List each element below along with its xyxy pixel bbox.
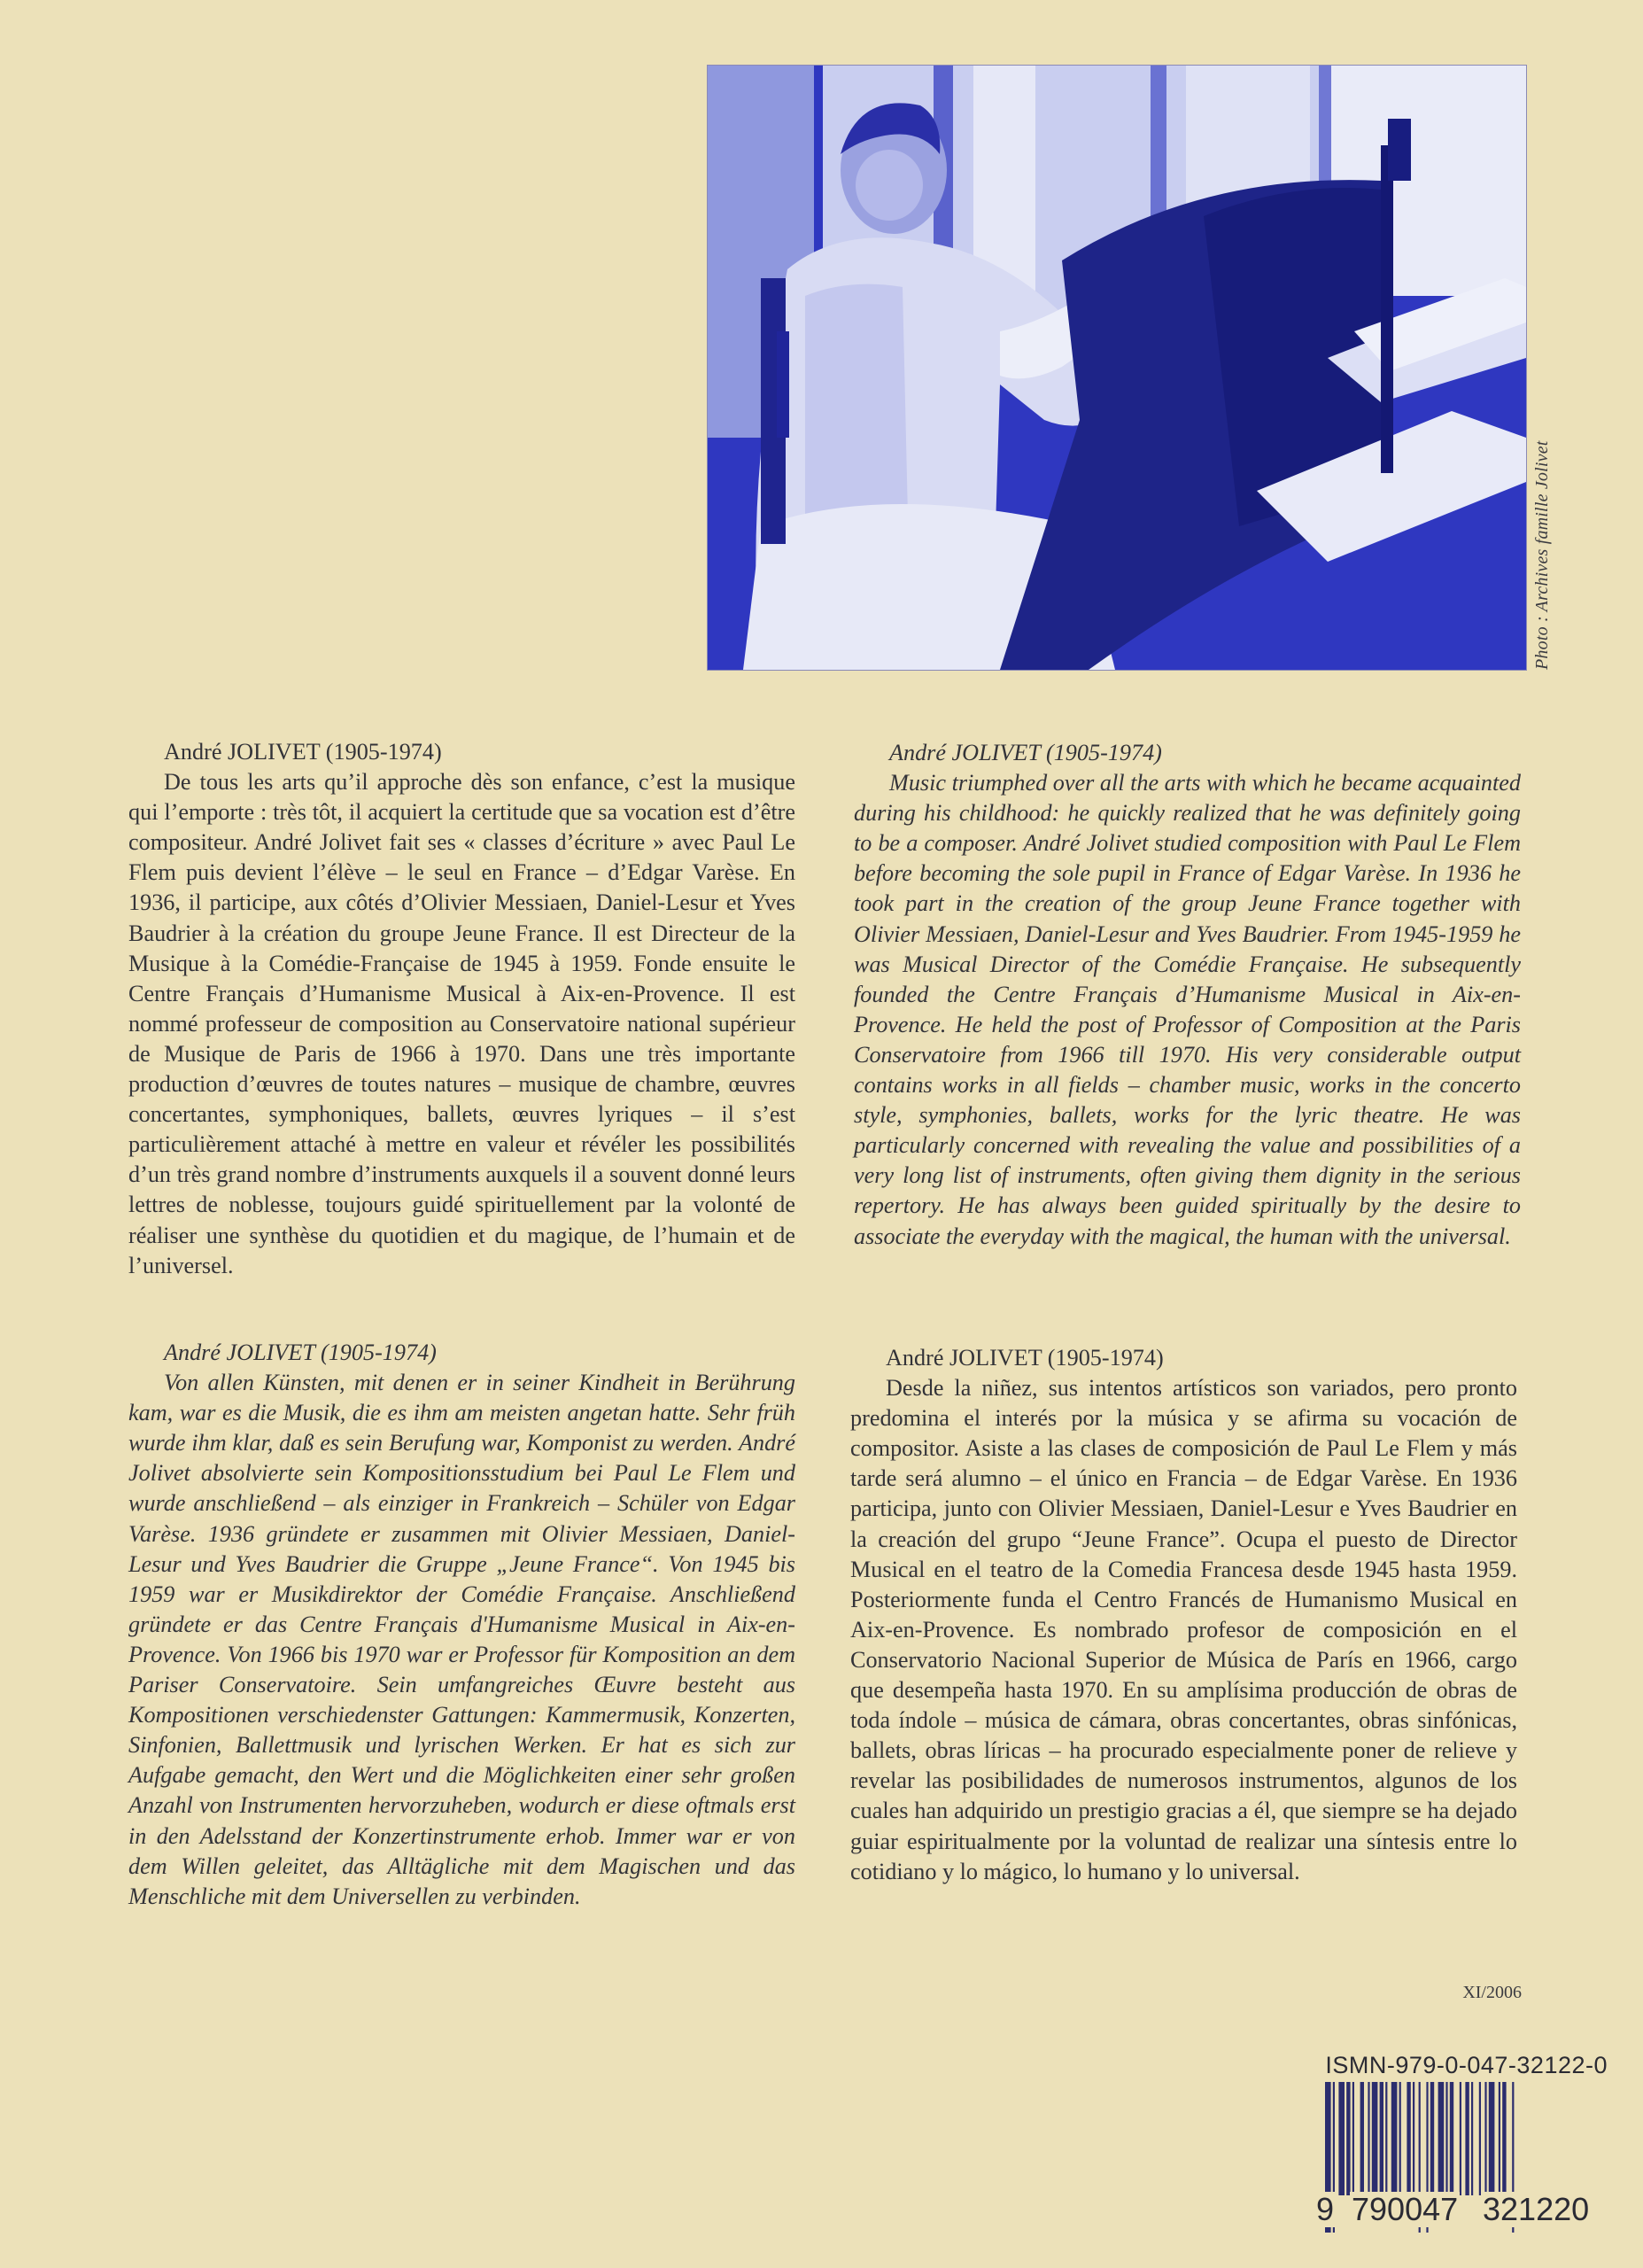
barcode-bar — [1352, 2082, 1354, 2195]
barcode-bar — [1391, 2082, 1398, 2195]
barcode-bar — [1479, 2082, 1481, 2195]
section-french — [128, 737, 795, 1281]
section-body: Music triumphed over all the arts with which he became acquainted during his childhood: he quickly realized that he was definitely going to be a composer. André Jolivet studied composition with Paul Le Flem before becoming the sole pupil in France of Edgar Varèse. In 1936 he took part in the creation of the group Jeune France together with Olivier Messiaen, Daniel-Lesur and Yves Baudrier. From 1945-1959 he was Musical Director of the Comédie Française. He subsequently founded the Centre Français d’Humanisme Musical in Aix-en-Provence. He held the post of Professor of Composition at the Paris Conservatoire from 1966 till 1970. His very considerable output contains works in all fields – chamber music, works in the concerto style, symphonies, ballets, works for the lyric theatre. He was particularly concerned with revealing the value and possibilities of a very long list of instruments, often giving them dignity in the serious repertory. He has always been guided spiritually by the desire to associate the everyday with the magical, the human with the universal. — [854, 770, 1521, 1249]
barcode-bar — [1484, 2082, 1486, 2195]
section-german — [128, 1338, 795, 1912]
barcode-digits-middle: 790047 — [1352, 2191, 1459, 2227]
barcode-bar — [1471, 2082, 1473, 2195]
barcode-bar — [1360, 2082, 1364, 2195]
barcode-bar — [1380, 2082, 1383, 2195]
barcode-bar — [1413, 2082, 1414, 2195]
barcode-bar — [1385, 2082, 1387, 2195]
section-body: De tous les arts qu’il approche dès son enfance, c’est la musique qui l’emporte : très tôt, il acquiert la certitude que sa vocation est d’être compositeur. André Jolivet fait ses « classes d’écriture » avec Paul Le Flem puis devient l’élève – le seul en France – d’Edgar Varèse. En 1936, il participe, aux côtés d’Olivier Messiaen, Daniel-Lesur et Yves Baudrier à la création du groupe Jeune France. Il est Directeur de la Musique à la Comédie-Française de 1945 à 1959. Fonde ensuite le Centre Français d’Humanisme Musical à Aix-en-Provence. Il est nommé professeur de composition au Conservatoire national supérieur de Musique de Paris de 1966 à 1970. Dans une très importante production d’œuvres de toutes natures – musique de chambre, œuvres concertantes, symphoniques, ballets, œuvres lyriques – il s’est particulièrement attaché à mettre en valeur et révéler les possibilités d’un très grand nombre d’instruments auxquels il a souvent donné leurs lettres de noblesse, toujours guidé spirituellement par la volonté de réaliser une synthèse du quotidien et du magique, de l’humain et de l’universel. — [128, 769, 795, 1278]
barcode-bar — [1407, 2082, 1410, 2195]
barcode-digits — [1314, 2192, 1610, 2227]
barcode-bar — [1450, 2082, 1453, 2195]
barcode-bar — [1499, 2082, 1500, 2195]
section-heading: André JOLIVET (1905-1974) — [164, 1340, 437, 1365]
section-body: Desde la niñez, sus intentos artísticos son variados, pero pronto predomina el interés por la música y se afirma su vocación de compositor. Asiste a las clases de composición de Paul Le Flem y más tarde será alumno – el único en Francia – de Edgar Varèse. En 1936 participa, junto con Olivier Messiaen, Daniel-Lesur e Yves Baudrier en la creación del grupo “Jeune France”. Ocupa el puesto de Director Musical en el teatro de la Comedia Francesa desde 1945 hasta 1959. Posteriormente funda el Centro Francés de Humanismo Musical en Aix-en-Provence. Es nombrado profesor de composición en el Conservatorio Nacional Superior de Música de París en 1966, cargo que desempeña hasta 1970. En su amplísima producción de obras de toda índole – música de cámara, obras concertantes, obras sinfónicas, ballets, obras líricas – ha procurado especialmente poner de relieve y revelar las posibilidades de numerosos instrumentos, algunos de los cuales han adquirido un prestigio gracias a él, que siempre se ha dejado guiar espiritualmente por la voluntad de realizar una síntesis entre lo cotidiano y lo mágico, lo humano y lo universal. — [850, 1375, 1517, 1884]
photo-credit: Photo : Archives famille Jolivet — [1532, 440, 1552, 670]
section-english — [854, 738, 1521, 1252]
barcode-bar — [1438, 2082, 1445, 2195]
date-code: XI/2006 — [1462, 1983, 1522, 2002]
section-heading: André JOLIVET (1905-1974) — [164, 739, 442, 765]
barcode-bar — [1399, 2082, 1401, 2195]
ismn-number: ISMN-979-0-047-32122-0 — [1325, 2052, 1608, 2078]
barcode-digits-right: 321220 — [1483, 2191, 1590, 2227]
barcode-bar — [1430, 2082, 1434, 2195]
barcode-bar — [1502, 2082, 1506, 2195]
barcode-bar — [1338, 2082, 1345, 2195]
barcode-bar — [1489, 2082, 1495, 2195]
section-heading: André JOLIVET (1905-1974) — [889, 740, 1162, 765]
barcode-bar — [1368, 2082, 1369, 2195]
composer-photo — [707, 65, 1527, 671]
barcode-bar — [1460, 2082, 1461, 2195]
section-heading: André JOLIVET (1905-1974) — [886, 1345, 1164, 1371]
barcode-digit-left: 9 — [1316, 2191, 1335, 2227]
section-spanish — [850, 1343, 1517, 1887]
barcode-bar — [1372, 2082, 1378, 2195]
section-body: Von allen Künsten, mit denen er in seiner Kindheit in Berührung kam, war es die Musik, die es ihm am meisten angetan hatte. Sehr früh wurde ihm klar, daß es sein Berufung war, Komponist zu werden. André Jolivet absolvierte sein Kompositionsstudium bei Paul Le Flem und wurde anschließend – als einziger in Frankreich – Schüler von Edgar Varèse. 1936 gründete er zusammen mit Olivier Messiaen, Daniel-Lesur und Yves Baudrier die Gruppe „Jeune France“. Von 1945 bis 1959 war er Musikdirektor der Comédie Française. Anschließend gründete er das Centre Français d'Humanisme Musical in Aix-en-Provence. Von 1966 bis 1970 war er Professor für Komposition an dem Pariser Conservatoire. Sein umfangreiches Œuvre besteht aus Kompositionen verschiedenster Gattungen: Kammermusik, Konzerten, Sinfonien, Ballettmusik und lyrischen Werken. Er hat es sich zur Aufgabe gemacht, den Wert und die Möglichkeiten einer sehr großen Anzahl von Instrumenten hervorzuheben, wodurch er diese oftmals erst in den Adelsstand der Konzertinstrumente erhob. Immer war er von dem Willen geleitet, das Alltägliche mit dem Magischen und das Menschliche mit dem Universellen zu verbinden. — [128, 1370, 795, 1909]
barcode-bar — [1465, 2082, 1469, 2195]
photo-illustration — [708, 66, 1526, 670]
barcode-bar — [1346, 2082, 1350, 2195]
barcode-bar — [1445, 2082, 1447, 2195]
